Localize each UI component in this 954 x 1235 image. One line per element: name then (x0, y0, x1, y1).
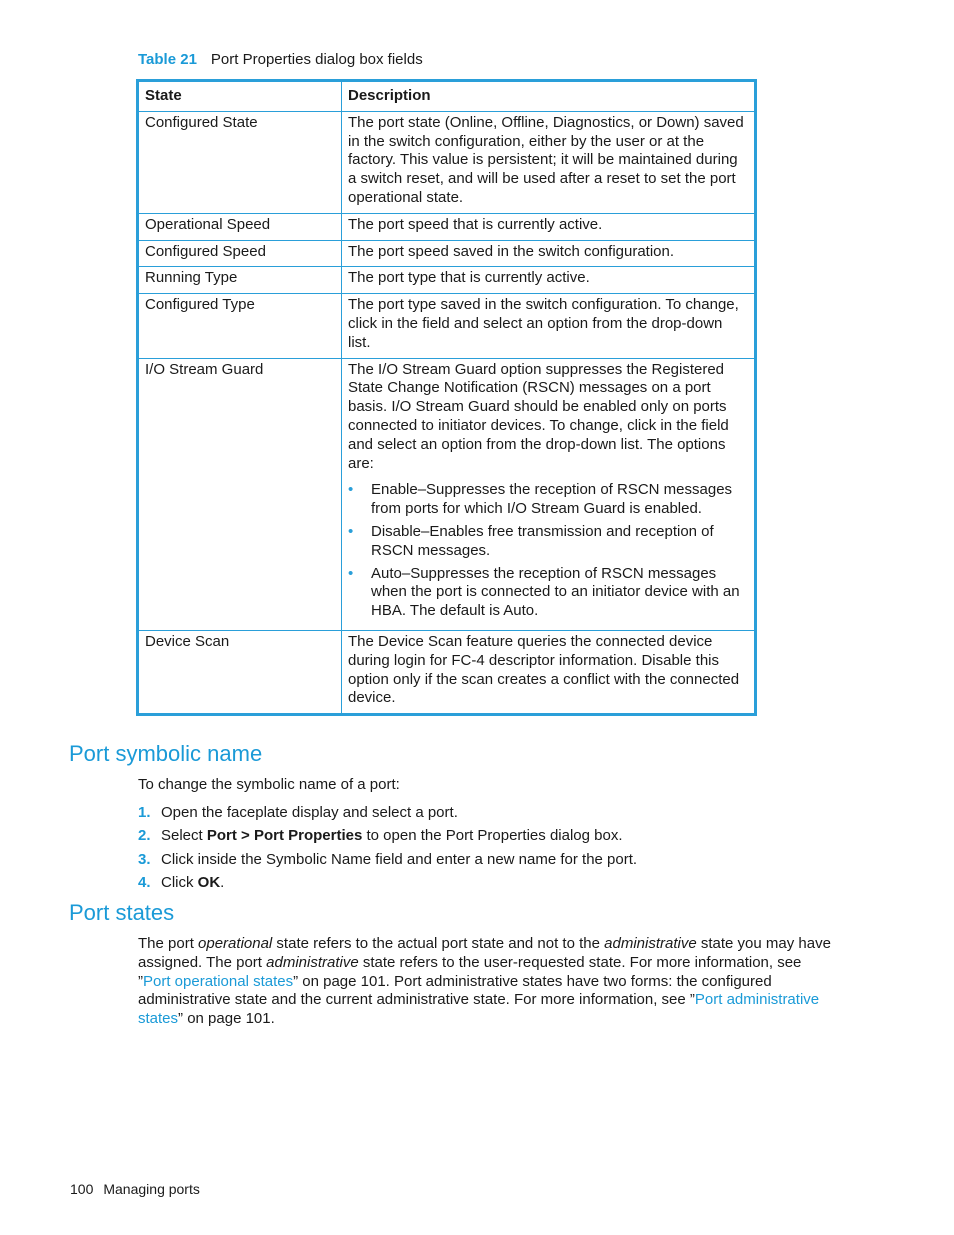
option-text: Disable–Enables free transmission and reception of RSCN messages. (371, 522, 714, 559)
table-title: Port Properties dialog box fields (210, 51, 423, 68)
description-cell: The port type saved in the switch configuration. To change, click in the field and select an option from the drop-down list. (342, 294, 756, 358)
table-row (138, 240, 756, 267)
header-description: Description (342, 81, 756, 112)
step-number: 4. (138, 873, 151, 891)
step-item (138, 826, 838, 849)
table-row (138, 294, 756, 358)
option-text: Enable–Suppresses the reception of RSCN messages from ports for which I/O Stream Guard is enabled. (371, 481, 733, 518)
link-port-administrative-states[interactable]: Port administrative states (138, 991, 820, 1028)
bullet-icon: • (348, 522, 354, 540)
emphasis-operational: operational (198, 935, 273, 952)
state-cell: Configured Type (138, 294, 342, 358)
option-text: Auto–Suppresses the reception of RSCN messages when the port is connected to an initiator device with an HBA. The default is Auto. (371, 564, 740, 620)
symbolic-intro: To change the symbolic name of a port: (138, 776, 400, 793)
list-item (348, 523, 748, 561)
table-row (138, 630, 756, 714)
header-state: State (138, 81, 342, 112)
description-cell: The port speed that is currently active. (342, 213, 756, 240)
description-cell: The port state (Online, Offline, Diagnostics, or Down) saved in the switch configuration, either by the user or at the factory. This value is persistent; it will be maintained during a switch reset, and will be used after a reset to set the port operational state. (342, 111, 756, 213)
table-header-row (138, 81, 756, 112)
bullet-icon: • (348, 481, 354, 499)
step-text: Click (161, 873, 198, 891)
step-number: 3. (138, 850, 151, 868)
menu-path: Port > Port Properties (206, 827, 363, 845)
bullet-icon: • (348, 564, 354, 582)
text: The port (138, 935, 199, 952)
port-properties-table (136, 79, 757, 716)
step-number: 2. (138, 827, 151, 845)
state-cell: Configured Speed (138, 240, 342, 267)
state-cell: Running Type (138, 267, 342, 294)
table-caption (138, 50, 423, 70)
text: state you may have assigned. The port (138, 935, 831, 971)
table-row (138, 267, 756, 294)
page-number: 100 (70, 1181, 94, 1197)
description-cell: The Device Scan feature queries the connected device during login for FC-4 descriptor information. Disable this option only if the scan creates a conflict with the connected device. (342, 630, 756, 714)
step-text: Click inside the Symbolic Name field and enter a new name for the port. (161, 850, 638, 868)
section-heading-port-states: Port states (69, 900, 175, 925)
port-states-paragraph (138, 935, 838, 1029)
text: ” on page 101. Port administrative states have two forms: the configured administrative state and the current administrative state. For more information, see ” (138, 972, 772, 1009)
list-item (348, 481, 748, 519)
page-footer (70, 1180, 200, 1198)
table-number: Table 21 (138, 51, 197, 68)
step-number: 1. (138, 804, 151, 821)
table-row (138, 358, 756, 630)
text: state refers to the actual port state and not to the (272, 935, 605, 952)
state-cell: I/O Stream Guard (138, 358, 342, 630)
step-text: Select (161, 827, 207, 845)
state-cell: Configured State (138, 111, 342, 213)
list-item (348, 565, 748, 621)
text: ” on page 101. (178, 1010, 275, 1028)
step-item (138, 803, 838, 826)
footer-section: Managing ports (103, 1181, 200, 1197)
link-port-operational-states[interactable]: Port operational states (143, 972, 294, 990)
description-cell: The port speed saved in the switch configuration. (342, 240, 756, 267)
step-text-end: . (220, 873, 225, 891)
options-list (348, 481, 748, 621)
description-text: The I/O Stream Guard option suppresses the Registered State Change Notification (RSCN) messages on a port basis. I/O Stream Guard should be enabled only on ports connected to initiator devices. To change, click in the field and select an option from the drop-down list. The options are: (348, 360, 729, 472)
description-cell: The port type that is currently active. (342, 267, 756, 294)
emphasis-administrative: administrative (266, 953, 359, 971)
state-cell: Operational Speed (138, 213, 342, 240)
step-item (138, 873, 838, 896)
ok-label: OK (197, 873, 221, 891)
description-cell (342, 358, 756, 630)
emphasis-administrative: administrative (604, 935, 697, 952)
table-row (138, 213, 756, 240)
table-row (138, 111, 756, 213)
state-cell: Device Scan (138, 630, 342, 714)
text: state refers to the user-requested state. For more information, see ” (138, 953, 802, 990)
steps-list (138, 803, 838, 896)
step-item (138, 850, 838, 873)
section-heading-symbolic-name: Port symbolic name (69, 741, 263, 766)
step-text-end: to open the Port Properties dialog box. (362, 827, 623, 845)
step-text: Open the faceplate display and select a port. (161, 804, 458, 821)
